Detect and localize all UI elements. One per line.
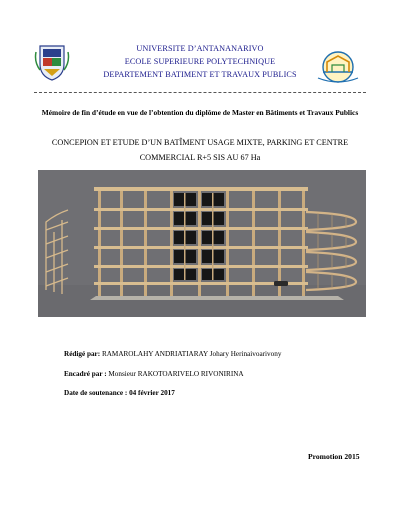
supervisor-value: Monsieur RAKOTOARIVELO RIVONIRINA: [106, 370, 244, 378]
author-value: RAMAROLAHY ANDRIATIARAY Johary Herinaivoarivony: [100, 350, 282, 358]
defense-date-line: [64, 389, 175, 397]
author-line: [64, 350, 281, 358]
university-name: UNIVERSITE D’ANTANANARIVO: [136, 44, 264, 53]
defense-date-label: Date de soutenance : 04 février 2017: [64, 389, 175, 397]
promotion-label: Promotion 2015: [308, 452, 360, 461]
supervisor-line: [64, 370, 244, 378]
author-label: Rédigé par:: [64, 350, 101, 358]
supervisor-label: Encadré par :: [64, 370, 107, 378]
subject-line-1: CONCEPION ET ETUDE D’UN BATÎMENT USAGE MIXTE, PARKING ET CENTRE: [51, 138, 349, 147]
building-render-image: [38, 170, 366, 317]
memoire-title: Mémoire de fin d’étude en vue de l’obtention du diplôme de Master en Bâtiments et Travaux Publics: [41, 108, 359, 117]
school-name: ECOLE SUPERIEURE POLYTECHNIQUE: [124, 57, 276, 66]
subject-line-2: COMMERCIAL R+5 SIS AU 67 Ha: [139, 153, 261, 162]
department-name: DEPARTEMENT BATIMENT ET TRAVAUX PUBLICS: [103, 70, 297, 79]
header-divider: [34, 92, 366, 93]
